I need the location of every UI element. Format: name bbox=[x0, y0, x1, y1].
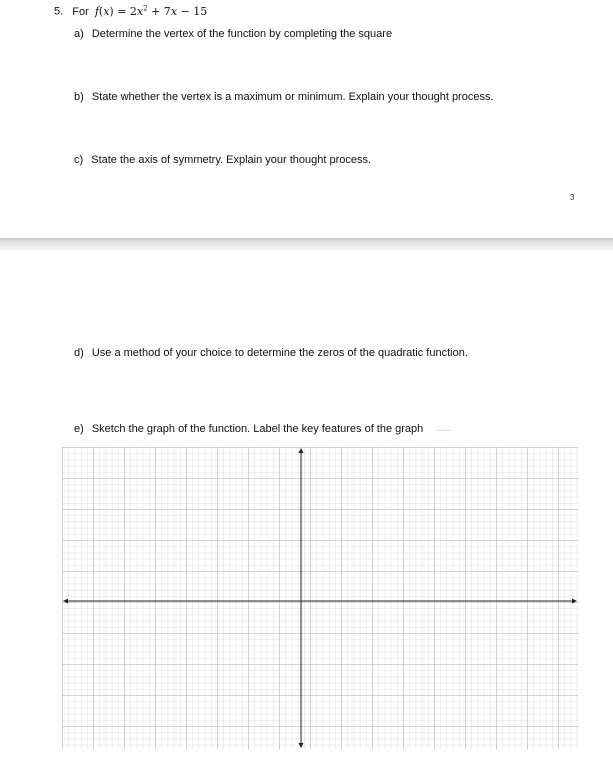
part-b-text: State whether the vertex is a maximum or minimum. Explain your thought process. bbox=[91, 91, 494, 103]
grid-canvas[interactable] bbox=[62, 447, 578, 749]
part-c bbox=[74, 154, 371, 166]
grid-major-lines bbox=[62, 447, 578, 749]
worksheet-page-1 bbox=[0, 0, 613, 240]
page-break bbox=[0, 238, 613, 250]
part-d bbox=[74, 347, 468, 359]
question-lead: For bbox=[72, 5, 89, 18]
question-number: 5. bbox=[54, 5, 64, 18]
part-b-label: b) bbox=[74, 91, 84, 103]
part-d-label: d) bbox=[74, 347, 84, 359]
part-a bbox=[74, 28, 392, 40]
part-c-label: c) bbox=[74, 154, 84, 166]
part-e-text: Sketch the graph of the function. Label the key features of the graph bbox=[91, 423, 424, 435]
part-e-label: e) bbox=[74, 423, 84, 435]
function-expression: $f(x) = 2x^2 + 7x - 15$ bbox=[94, 4, 208, 18]
page-number: 3 bbox=[570, 193, 575, 202]
part-b bbox=[74, 91, 494, 103]
part-a-text: Determine the vertex of the function by completing the square bbox=[91, 28, 393, 40]
grid-minor-lines bbox=[62, 447, 578, 749]
coordinate-axes bbox=[63, 448, 577, 748]
graph-grid[interactable] bbox=[62, 447, 578, 754]
y-axis-down-arrow-icon bbox=[299, 743, 304, 748]
y-axis-up-arrow-icon bbox=[299, 448, 304, 453]
decorative-dash bbox=[436, 430, 450, 431]
part-e bbox=[74, 423, 423, 435]
question-5-header bbox=[54, 4, 207, 18]
part-a-label: a) bbox=[74, 28, 84, 40]
part-c-text: State the axis of symmetry. Explain your thought process. bbox=[91, 154, 372, 166]
part-d-text: Use a method of your choice to determine the zeros of the quadratic function. bbox=[91, 347, 468, 359]
